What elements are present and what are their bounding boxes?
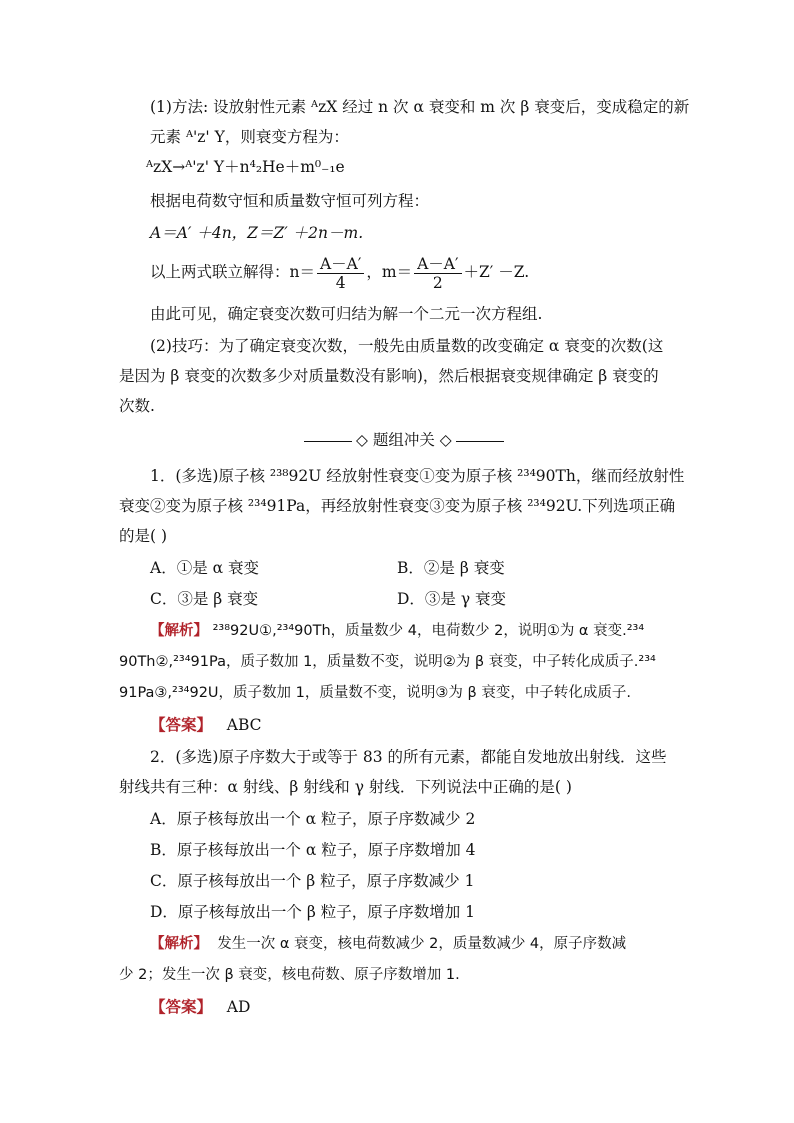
fraction-m-numerator: A－A′ xyxy=(414,255,461,274)
solution-mid: ，m＝ xyxy=(366,263,413,281)
q1-stem-line-2: 衰变②变为原子核 ²³⁴91Pa，再经放射性衰变③变为原子核 ²³⁴92U.下列选项正确 xyxy=(119,497,676,515)
q1-answer-tag: 【答案】 xyxy=(150,715,213,734)
method-line-1 xyxy=(150,96,689,118)
solution-line xyxy=(150,250,529,294)
title-rule-right xyxy=(456,441,504,442)
q2-analysis-line-1 xyxy=(150,933,626,955)
q1-option-a: A．①是 α 衰变 xyxy=(150,559,260,577)
fraction-m-denominator: 2 xyxy=(432,273,443,292)
tip-line-1: (2)技巧：为了确定衰变次数，一般先由质量数的改变确定 α 衰变的次数(这 xyxy=(150,337,664,355)
q1-analysis-line-2: 90Th②,²³⁴91Pa，质子数加 1，质量数不变，说明②为 β 衰变，中子转化成质子.²³⁴ xyxy=(119,654,656,670)
conclusion-text: 由此可见，确定衰变次数可归结为解一个二元一次方程组. xyxy=(150,305,543,323)
method-line-2-rest: ，则衰变方程为： xyxy=(224,128,349,146)
solution-prefix: 以上两式联立解得：n＝ xyxy=(150,263,315,281)
method-line-1-text: (1)方法: 设放射性元素 xyxy=(150,98,312,116)
fraction-n xyxy=(317,255,364,292)
q2-option-b: B．原子核每放出一个 α 粒子，原子序数增加 4 xyxy=(150,841,476,859)
q2-analysis-line-2: 少 2；发生一次 β 衰变，核电荷数、原子序数增加 1. xyxy=(119,967,460,983)
q1-option-d: D．③是 γ 衰变 xyxy=(397,590,507,608)
q2-option-a: A．原子核每放出一个 α 粒子，原子序数减少 2 xyxy=(150,810,476,828)
q2-analysis-text-1: 发生一次 α 衰变，核电荷数减少 2，质量数减少 4，原子序数减 xyxy=(217,936,627,952)
q1-analysis-line-3: 91Pa③,²³⁴92U，质子数加 1，质量数不变，说明③为 β 衰变，中子转化成质子. xyxy=(119,685,631,701)
equations-line: A＝A′ ＋4n，Z＝Z′ ＋2n－m. xyxy=(150,224,364,242)
tip-line-2: 是因为 β 衰变的次数多少对质量数没有影响)，然后根据衰变规律确定 β 衰变的 xyxy=(119,367,659,385)
method-line-2-text: 元素 xyxy=(150,128,186,146)
q1-answer-value: ABC xyxy=(226,716,262,734)
q2-stem-line-1: 2．(多选)原子序数大于或等于 83 的所有元素，都能自发地放出射线．这些 xyxy=(150,748,667,766)
q2-stem-line-2: 射线共有三种：α 射线、β 射线和 γ 射线．下列说法中正确的是( ) xyxy=(119,778,572,796)
element-x-symbol: ᴬᴢX xyxy=(311,98,338,116)
q2-answer-tag: 【答案】 xyxy=(150,997,213,1016)
q2-answer xyxy=(150,996,250,1018)
method-line-2 xyxy=(150,126,349,148)
method-line-1-rest: 经过 n 次 α 衰变和 m 次 β 衰变后，变成稳定的新 xyxy=(337,98,690,116)
q1-option-c: C．③是 β 衰变 xyxy=(150,590,259,608)
q2-option-c: C．原子核每放出一个 β 粒子，原子序数减少 1 xyxy=(150,872,475,890)
fraction-n-numerator: A－A′ xyxy=(317,255,364,274)
fraction-m xyxy=(414,255,461,292)
section-title xyxy=(300,429,508,451)
element-y-symbol: ᴬ'ᴢ' Y xyxy=(185,128,225,146)
tip-line-3: 次数. xyxy=(119,397,155,415)
q1-analysis-text-1: ²³⁸92U①,²³⁴90Th，质量数少 4，电荷数少 2，说明①为 α 衰变.²³⁴ xyxy=(208,623,645,639)
decay-equation: ᴬᴢX→ᴬ'ᴢ' Y＋n⁴₂He＋m⁰₋₁e xyxy=(146,158,345,176)
q1-answer xyxy=(150,714,262,736)
q1-stem-line-1: 1．(多选)原子核 ²³⁸92U 经放射性衰变①变为原子核 ²³⁴90Th，继而经放射性 xyxy=(150,467,685,485)
conservation-text: 根据电荷数守恒和质量数守恒可列方程： xyxy=(150,192,430,210)
q1-analysis-tag: 【解析】 xyxy=(150,623,208,639)
solution-suffix: ＋Z′ －Z. xyxy=(463,263,530,281)
fraction-n-denominator: 4 xyxy=(335,273,346,292)
q2-analysis-tag: 【解析】 xyxy=(150,936,208,952)
q2-answer-value: AD xyxy=(226,998,251,1016)
q1-option-b: B．②是 β 衰变 xyxy=(397,559,505,577)
q1-analysis-line-1 xyxy=(150,620,644,642)
section-title-text: ◇ 题组冲关 ◇ xyxy=(356,431,452,449)
q2-option-d: D．原子核每放出一个 β 粒子，原子序数增加 1 xyxy=(150,903,476,921)
q1-stem-line-3: 的是( ) xyxy=(119,527,168,545)
title-rule-left xyxy=(304,441,352,442)
